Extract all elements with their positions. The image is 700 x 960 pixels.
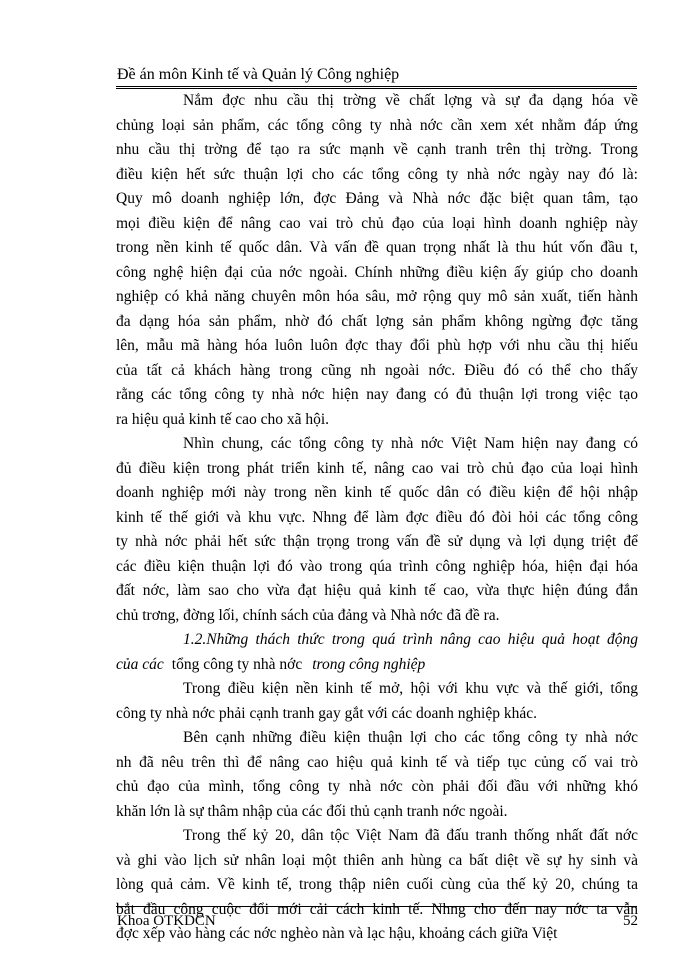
paragraph-line: đủ điều kiện trong phát triển kinh tế, nâng cao vai trò chủ đạo của loại hình — [116, 459, 638, 477]
paragraph-line: lên, mẫu mã hàng hóa luôn luôn đợc thay đổi phù hợp với nhu cầu thị hiếu — [116, 337, 638, 354]
paragraph-line: công ty nhà nớc phải cạnh tranh gay gắt với các doanh nghiệp khác. — [116, 704, 537, 722]
heading-part: trong công nghiệp — [312, 655, 426, 673]
paragraph-line: Bên cạnh những điều kiện thuận lợi cho các tổng công ty nhà nớc — [183, 729, 638, 746]
paragraph-line: đất nớc, làm sao cho vừa đạt hiệu quả kinh tế cao, vừa thực hiện đúng đắn — [116, 582, 638, 599]
paragraph-line: kinh tế thế giới và khu vực. Nhng để làm đợc điều đó đòi hỏi các tổng công — [116, 508, 638, 526]
paragraph-line: đa dạng hóa sản phẩm, nhờ đó chất lợng sản phẩm không ngừng đợc tăng — [116, 312, 638, 330]
paragraph-line: ra hiệu quả kinh tế cao cho xã hội. — [116, 410, 330, 428]
page-number: 52 — [623, 913, 638, 929]
paragraph-line: lòng quả cảm. Về kinh tế, trong thập niên cuối cùng của thế kỷ 20, chúng ta — [116, 876, 638, 893]
paragraph-line: nghiệp có khả năng chuyên môn hóa sâu, mở rộng quy mô sản xuất, tiến hành — [116, 288, 638, 305]
paragraph-line: các điều kiện thuận lợi đó vào trong qúa trình công nghiệp hóa, hiện đại hóa — [116, 557, 638, 575]
paragraph-line: Trong thế kỷ 20, dân tộc Việt Nam đã đấu tranh thống nhất đất nớc — [183, 827, 638, 844]
paragraph-line: trong nền kinh tế quốc dân. Và vấn đề quan trọng nhất là thu hút vốn đầu t, — [116, 239, 638, 256]
section-heading-continued — [116, 653, 638, 678]
paragraph-line: rằng các tổng công ty nhà nớc hiện nay đang có đủ thuận lợi trong việc tạo — [116, 386, 638, 403]
paragraph-line: đợc xếp vào hàng các nớc nghèo nàn và lạc hậu, khoảng cách giữa Việt — [116, 925, 558, 942]
document-body — [116, 89, 638, 947]
paragraph-line: ty nhà nớc phải hết sức thận trọng trong vấn đề sử dụng và lợi dụng triệt để — [116, 533, 638, 550]
footer-department: Khoa OTKDCN — [117, 913, 216, 929]
paragraph-line: và ghi vào lịch sử nhân loại một thiên anh hùng ca bất diệt về sự hy sinh và — [116, 851, 638, 869]
paragraph-line: Nhìn chung, các tổng công ty nhà nớc Việt Nam hiện nay đang có — [183, 435, 638, 452]
paragraph-line: Nắm đợc nhu cầu thị trờng về chất lợng và sự đa dạng hóa về — [183, 92, 638, 109]
paragraph-line: công nghệ hiện đại của nớc ngoài. Chính những điều kiện ấy giúp cho doanh — [116, 263, 638, 281]
paragraph-line: nhu cầu thị trờng để tạo ra sức mạnh về cạnh tranh trên thị trờng. Trong — [116, 141, 638, 158]
paragraph-line: Trong điều kiện nền kinh tế mở, hội với khu vực và thế giới, tổng — [183, 680, 638, 697]
paragraph-line: điều kiện hết sức thuận lợi cho các tổng công ty nhà nớc ngày nay đó là: — [116, 165, 638, 183]
section-heading: 1.2.Những thách thức trong quá trình nâng cao hiệu quả hoạt động — [183, 631, 638, 648]
paragraph-line: của tất cả khách hàng trong cũng nh ngoài nớc. Điều đó có thể cho thấy — [116, 361, 638, 379]
footer-divider — [116, 906, 637, 907]
paragraph-line: Quy mô doanh nghiệp lớn, đợc Đảng và Nhà nớc đặc biệt quan tâm, tạo — [116, 190, 638, 207]
paragraph-line: chủ đạo của mình, tổng công ty nhà nớc còn phải đối đầu với những khó — [116, 778, 638, 795]
paragraph-line: chủng loại sản phẩm, các tổng công ty nhà nớc cần xem xét nhằm đáp ứng — [116, 116, 638, 134]
paragraph-line: nh đã nêu trên thì để nâng cao hiệu quả kinh tế và tiếp tục củng cố vai trò — [116, 753, 638, 771]
paragraph-line: chủ trơng, đờng lối, chính sách của đảng và Nhà nớc đã đề ra. — [116, 606, 500, 624]
heading-part: tổng công ty nhà nớc — [171, 655, 303, 673]
paragraph-line: khăn lớn là sự thâm nhập của các đối thủ cạnh tranh nớc ngoài. — [116, 802, 508, 820]
paragraph-line: bắt đầu công cuộc đổi mới cải cách kinh tế. Nhng cho đến nay nớc ta vẫn — [116, 900, 638, 918]
page-header-title: Đề án môn Kinh tế và Quản lý Công nghiệp — [117, 66, 400, 83]
paragraph-line: mọi điều kiện để nâng cao vai trò chủ đạo của loại hình doanh nghiệp này — [116, 214, 638, 232]
heading-part: của các — [116, 655, 164, 673]
paragraph-line: doanh nghiệp mới này trong nền kinh tế quốc dân có điều kiện để hội nhập — [116, 484, 638, 501]
